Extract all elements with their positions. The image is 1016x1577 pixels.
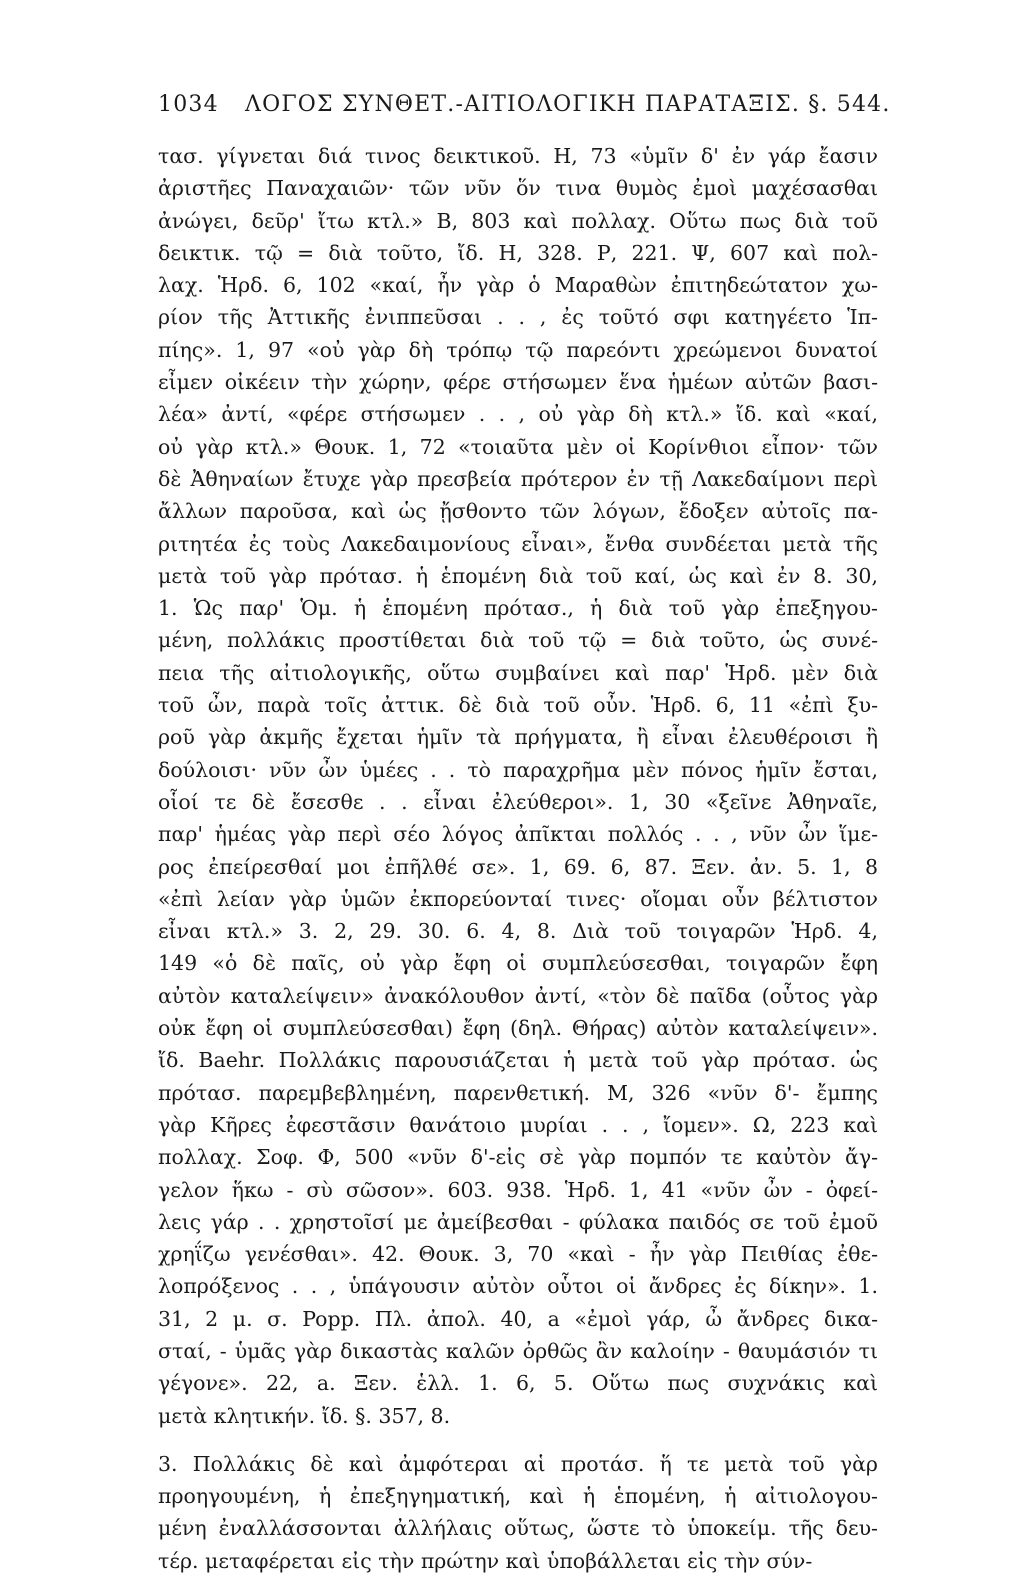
text-line: οἷοί τε δὲ ἔσεσθε . . εἶναι ἐλεύθεροι». 1, 30 «ξεῖνε Ἀθηναῖε,: [158, 789, 878, 814]
text-line: τασ. γίγνεται διά τινος δεικτικοῦ. Η, 73 «ὑμῖν δ' ἐν γάρ ἔασιν: [158, 144, 878, 168]
text-line: πίης». 1, 97 «οὐ γὰρ δὴ τρόπῳ τῷ παρεόντι χρεώμενοι δυνατοί: [158, 337, 878, 362]
text-line: δὲ Ἀθηναίων ἔτυχε γὰρ πρεσβεία πρότερον ἐν τῇ Λακεδαίμονι περὶ: [158, 466, 878, 491]
text-line: λέα» ἀντί, «φέρε στήσωμεν . . , οὐ γὰρ δὴ κτλ.» ἴδ. καὶ «καί,: [158, 402, 878, 427]
text-line: ροῦ γὰρ ἀκμῆς ἔχεται ἡμῖν τὰ πρήγματα, ἢ εἶναι ἐλευθέροισι ἢ: [158, 725, 878, 750]
text-line: μετὰ κλητικήν. ἴδ. §. 357, 8.: [158, 1403, 451, 1428]
text-line: 1. Ὡς παρ' Ὁμ. ἡ ἑπομένη πρότασ., ἡ διὰ τοῦ γὰρ ἐπεξηγου-: [158, 596, 878, 621]
text-line: αὐτὸν καταλείψειν» ἀνακόλουθον ἀντί, «τὸν δὲ παῖδα (οὗτος γὰρ: [158, 983, 878, 1008]
text-line: τέρ. μεταφέρεται εἰς τὴν πρώτην καὶ ὑποβάλλεται εἰς τὴν σύν-: [158, 1548, 813, 1573]
text-line: ἴδ. Baehr. Πολλάκις παρουσιάζεται ἡ μετὰ τοῦ γὰρ πρότασ. ὡς: [158, 1048, 878, 1073]
text-line: μετὰ τοῦ γὰρ πρότασ. ἡ ἑπομένη διὰ τοῦ καί, ὡς καὶ ἐν 8. 30,: [158, 563, 878, 588]
text-line: γὰρ Κῆρες ἐφεστᾶσιν θανάτοιο μυρίαι . . , ἴομεν». Ω, 223 καὶ: [158, 1112, 878, 1137]
text-line: μένη ἐναλλάσσονται ἀλλήλαις οὕτως, ὥστε τὸ ὑποκείμ. τῆς δευ-: [158, 1516, 878, 1541]
text-line: προηγουμένη, ἡ ἐπεξηγηματική, καὶ ἡ ἑπομένη, ἡ αἰτιολογου-: [158, 1484, 878, 1509]
text-line: μένη, πολλάκις προστίθεται διὰ τοῦ τῷ = διὰ τοῦτο, ὡς συνέ-: [158, 628, 878, 653]
text-line: 149 «ὁ δὲ παῖς, οὐ γὰρ ἔφη οἱ συμπλεύσεσθαι, τοιγαρῶν ἔφη: [158, 951, 878, 976]
text-line: 31, 2 μ. σ. Popp. Πλ. ἀπολ. 40, a «ἐμοὶ γάρ, ὦ ἄνδρες δικα-: [158, 1306, 878, 1331]
text-line: σταί, - ὑμᾶς γὰρ δικαστὰς καλῶν ὀρθῶς ἂν καλοίην - θαυμάσιόν τι: [158, 1338, 878, 1363]
text-line: εἶμεν οἰκέειν τὴν χώρην, φέρε στήσωμεν ἕνα ἡμέων αὐτῶν βασι-: [158, 370, 878, 395]
text-line: πρότασ. παρεμβεβλημένη, παρενθετική. Μ, 326 «νῦν δ'- ἔμπης: [158, 1080, 878, 1105]
text-line: λεις γάρ . . χρηστοῖσί με ἀμείβεσθαι - φύλακα παιδός σε τοῦ ἐμοῦ: [158, 1209, 878, 1234]
text-line: πολλαχ. Σοφ. Φ, 500 «νῦν δ'-εἰς σὲ γὰρ πομπόν τε καὐτὸν ἄγ-: [158, 1145, 878, 1170]
text-line: δούλοισι· νῦν ὦν ὑμέες . . τὸ παραχρῆμα μὲν πόνος ἡμῖν ἔσται,: [158, 757, 878, 782]
text-line: ἄλλων παροῦσα, καὶ ὡς ᾔσθοντο τῶν λόγων, ἔδοξεν αὐτοῖς πα-: [158, 499, 878, 524]
body-text: [158, 140, 878, 1577]
page-number: 1034: [158, 92, 219, 117]
text-line: οὐ γὰρ κτλ.» Θουκ. 1, 72 «τοιαῦτα μὲν οἱ Κορίνθιοι εἶπον· τῶν: [158, 434, 878, 459]
text-line: χρηΐζω γενέσθαι». 42. Θουκ. 3, 70 «καὶ - ἦν γὰρ Πειθίας ἐθε-: [158, 1242, 878, 1267]
text-line: γελον ἥκω - σὺ σῶσον». 603. 938. Ἡρδ. 1, 41 «νῦν ὦν - ὀφεί-: [158, 1177, 878, 1202]
text-line: εἶναι κτλ.» 3. 2, 29. 30. 6. 4, 8. Διὰ τοῦ τοιγαρῶν Ἡρδ. 4,: [158, 919, 878, 944]
text-line: ρίον τῆς Ἀττικῆς ἐνιππεῦσαι . . , ἐς τοῦτό σφι κατηγέετο Ἱπ-: [158, 305, 878, 330]
text-line: ρος ἐπείρεσθαί μοι ἐπῆλθέ σε». 1, 69. 6, 87. Ξεν. ἀν. 5. 1, 8: [158, 854, 878, 879]
text-line: πεια τῆς αἰτιολογικῆς, οὕτω συμβαίνει καὶ παρ' Ἡρδ. μὲν διὰ: [158, 660, 878, 685]
text-line: τοῦ ὦν, παρὰ τοῖς ἀττικ. δὲ διὰ τοῦ οὖν. Ἡρδ. 6, 11 «ἐπὶ ξυ-: [158, 693, 878, 718]
text-line: δεικτικ. τῷ = διὰ τοῦτο, ἴδ. Η, 328. Ρ, 221. Ψ, 607 καὶ πολ-: [158, 240, 878, 265]
text-line: λαχ. Ἡρδ. 6, 102 «καί, ἦν γὰρ ὁ Μαραθὼν ἐπιτηδεώτατον χω-: [158, 273, 878, 298]
text-line: ἀνώγει, δεῦρ' ἴτω κτλ.» Β, 803 καὶ πολλαχ. Οὕτω πως διὰ τοῦ: [158, 208, 878, 233]
text-line: ἀριστῆες Παναχαιῶν· τῶν νῦν ὅν τινα θυμὸς ἐμοὶ μαχέσασθαι: [158, 176, 878, 201]
text-line: οὐκ ἔφη οἱ συμπλεύσεσθαι) ἔφη (δηλ. Θήρας) αὐτὸν καταλείψειν».: [158, 1016, 878, 1041]
text-line: 3. Πολλάκις δὲ καὶ ἀμφότεραι αἱ προτάσ. ἥ τε μετὰ τοῦ γὰρ: [158, 1451, 878, 1476]
running-title: ΛΟΓΟΣ ΣΥΝΘΕΤ.-ΑΙΤΙΟΛΟΓΙΚΗ ΠΑΡΑΤΑΞΙΣ. §. 544.: [245, 92, 891, 117]
text-line: παρ' ἡμέας γὰρ περὶ σέο λόγος ἀπῖκται πολλός . . , νῦν ὦν ἵμε-: [158, 822, 878, 847]
text-line: λοπρόξενος . . , ὑπάγουσιν αὐτὸν οὗτοι οἱ ἄνδρες ἐς δίκην». 1.: [158, 1274, 878, 1299]
running-header: [158, 92, 891, 117]
text-line: ριτητέα ἐς τοὺς Λακεδαιμονίους εἶναι», ἔνθα συνδέεται μετὰ τῆς: [158, 531, 878, 556]
text-line: «ἐπὶ λείαν γὰρ ὑμῶν ἐκπορεύονταί τινες· οἴομαι οὖν βέλτιστον: [158, 886, 878, 911]
text-line: γέγονε». 22, a. Ξεν. ἑλλ. 1. 6, 5. Οὕτω πως συχνάκις καὶ: [158, 1371, 878, 1396]
